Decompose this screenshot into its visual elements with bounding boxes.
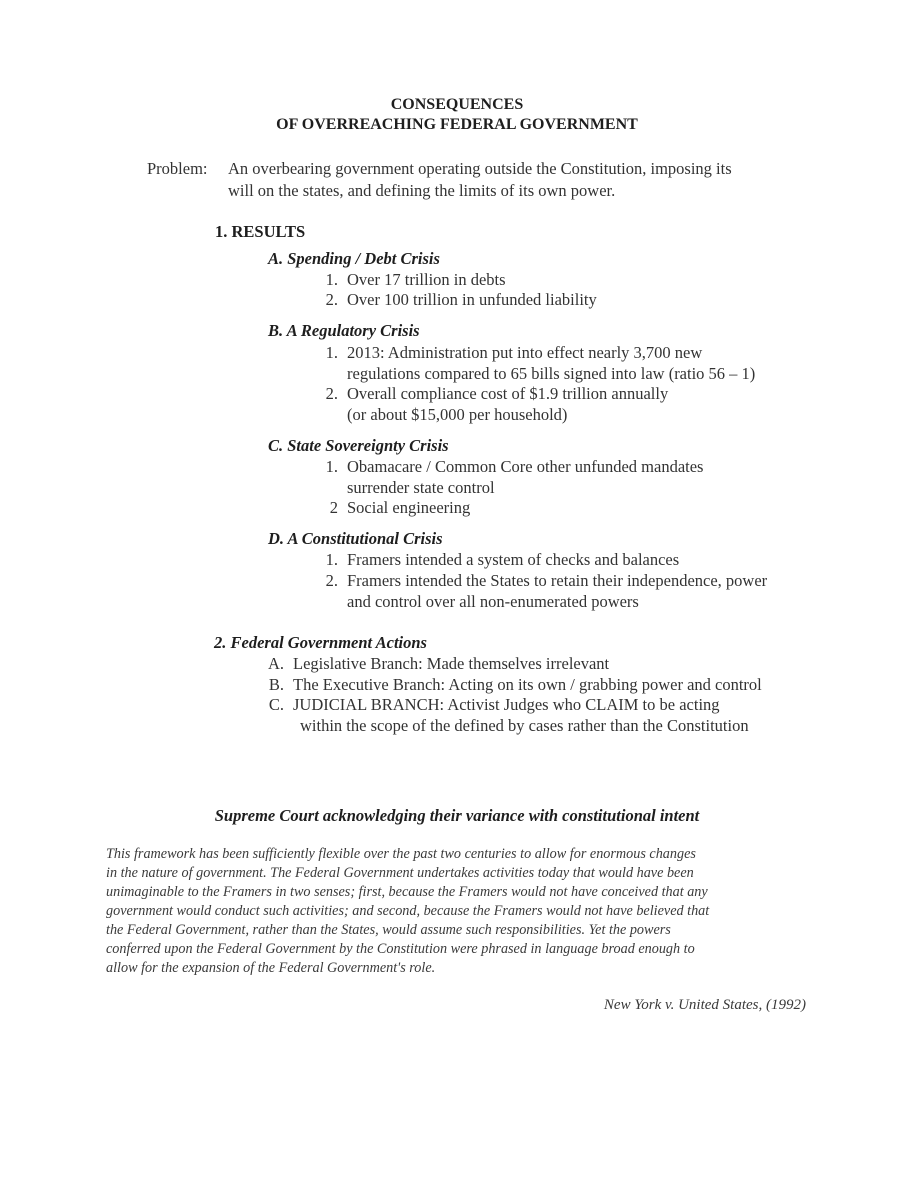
- list-item: [312, 270, 506, 290]
- list-item-number: 2.: [325, 290, 338, 309]
- problem-label: Problem:: [147, 159, 208, 178]
- list-item-number: 2.: [325, 384, 338, 403]
- list-item-text: Overall compliance cost of $1.9 trillion annually: [347, 384, 669, 403]
- list-item-number: 1.: [325, 270, 338, 289]
- quote-line: conferred upon the Federal Government by the Constitution were phrased in language broad enough to: [106, 941, 695, 957]
- quote-line: the Federal Government, rather than the States, would assume such responsibilities. Yet the powers: [106, 922, 671, 938]
- subsection-a-heading: A. Spending / Debt Crisis: [268, 249, 440, 268]
- list-item-text: Social engineering: [347, 498, 471, 517]
- list-item: [312, 290, 597, 310]
- list-item-continuation: and control over all non-enumerated powers: [347, 592, 639, 611]
- list-item-number: 1.: [325, 550, 338, 569]
- document-title-line1: CONSEQUENCES: [390, 96, 524, 113]
- list-item-text: Framers intended the States to retain their independence, power: [347, 571, 768, 590]
- document-title-line2: OF OVERREACHING FEDERAL GOVERNMENT: [276, 116, 638, 133]
- list-item-number: C.: [268, 695, 284, 714]
- list-item: [312, 498, 470, 518]
- list-item-number: 1.: [325, 343, 338, 362]
- list-item: [312, 457, 703, 477]
- list-item: [312, 343, 702, 363]
- quote-heading: Supreme Court acknowledging their variance with constitutional intent: [214, 806, 700, 825]
- list-item-text: Legislative Branch: Made themselves irrelevant: [293, 654, 610, 673]
- list-item-number: B.: [268, 675, 284, 694]
- list-item-text: Over 100 trillion in unfunded liability: [347, 290, 597, 309]
- problem-text-line1: An overbearing government operating outside the Constitution, imposing its: [228, 159, 732, 178]
- list-item: [258, 675, 762, 695]
- list-item-text: JUDICIAL BRANCH: Activist Judges who CLAIM to be acting: [293, 695, 720, 714]
- list-item-continuation: surrender state control: [347, 478, 495, 497]
- list-item-text: Over 17 trillion in debts: [347, 270, 506, 289]
- list-item-text: 2013: Administration put into effect nearly 3,700 new: [347, 343, 703, 362]
- list-item: [312, 384, 668, 404]
- list-item-text: Obamacare / Common Core other unfunded mandates: [347, 457, 704, 476]
- quote-line: This framework has been sufficiently flexible over the past two centuries to allow for enormous changes: [106, 846, 696, 862]
- list-item-number: 2: [329, 498, 338, 517]
- quote-line: government would conduct such activities; and second, because the Framers would not have believed that: [106, 903, 710, 919]
- list-item-text: The Executive Branch: Acting on its own / grabbing power and control: [293, 675, 762, 694]
- quote-line: allow for the expansion of the Federal Government's role.: [106, 960, 436, 976]
- problem-text-line2: will on the states, and defining the limits of its own power.: [228, 181, 616, 200]
- list-item-continuation: within the scope of the defined by cases rather than the Constitution: [300, 716, 749, 735]
- list-item: [258, 654, 609, 674]
- subsection-d-heading: D. A Constitutional Crisis: [268, 529, 443, 548]
- list-item-number: A.: [267, 654, 284, 673]
- list-item: [258, 695, 720, 715]
- quote-citation: New York v. United States, (1992): [603, 997, 806, 1013]
- list-item: [312, 550, 679, 570]
- list-item-continuation: (or about $15,000 per household): [347, 405, 568, 424]
- subsection-c-heading: C. State Sovereignty Crisis: [268, 436, 449, 455]
- subsection-b-heading: B. A Regulatory Crisis: [268, 321, 420, 340]
- list-item-text: Framers intended a system of checks and balances: [347, 550, 680, 569]
- list-item-number: 2.: [325, 571, 338, 590]
- list-item-number: 1.: [325, 457, 338, 476]
- list-item: [312, 571, 767, 591]
- list-item-continuation: regulations compared to 65 bills signed into law (ratio 56 – 1): [347, 364, 756, 383]
- section2-heading: 2. Federal Government Actions: [214, 633, 427, 652]
- section1-heading: 1. RESULTS: [215, 222, 306, 241]
- quote-line: unimaginable to the Framers in two senses; first, because the Framers would not have conceived that any: [106, 884, 708, 900]
- quote-line: in the nature of government. The Federal Government undertakes activities today that would have been: [106, 865, 694, 881]
